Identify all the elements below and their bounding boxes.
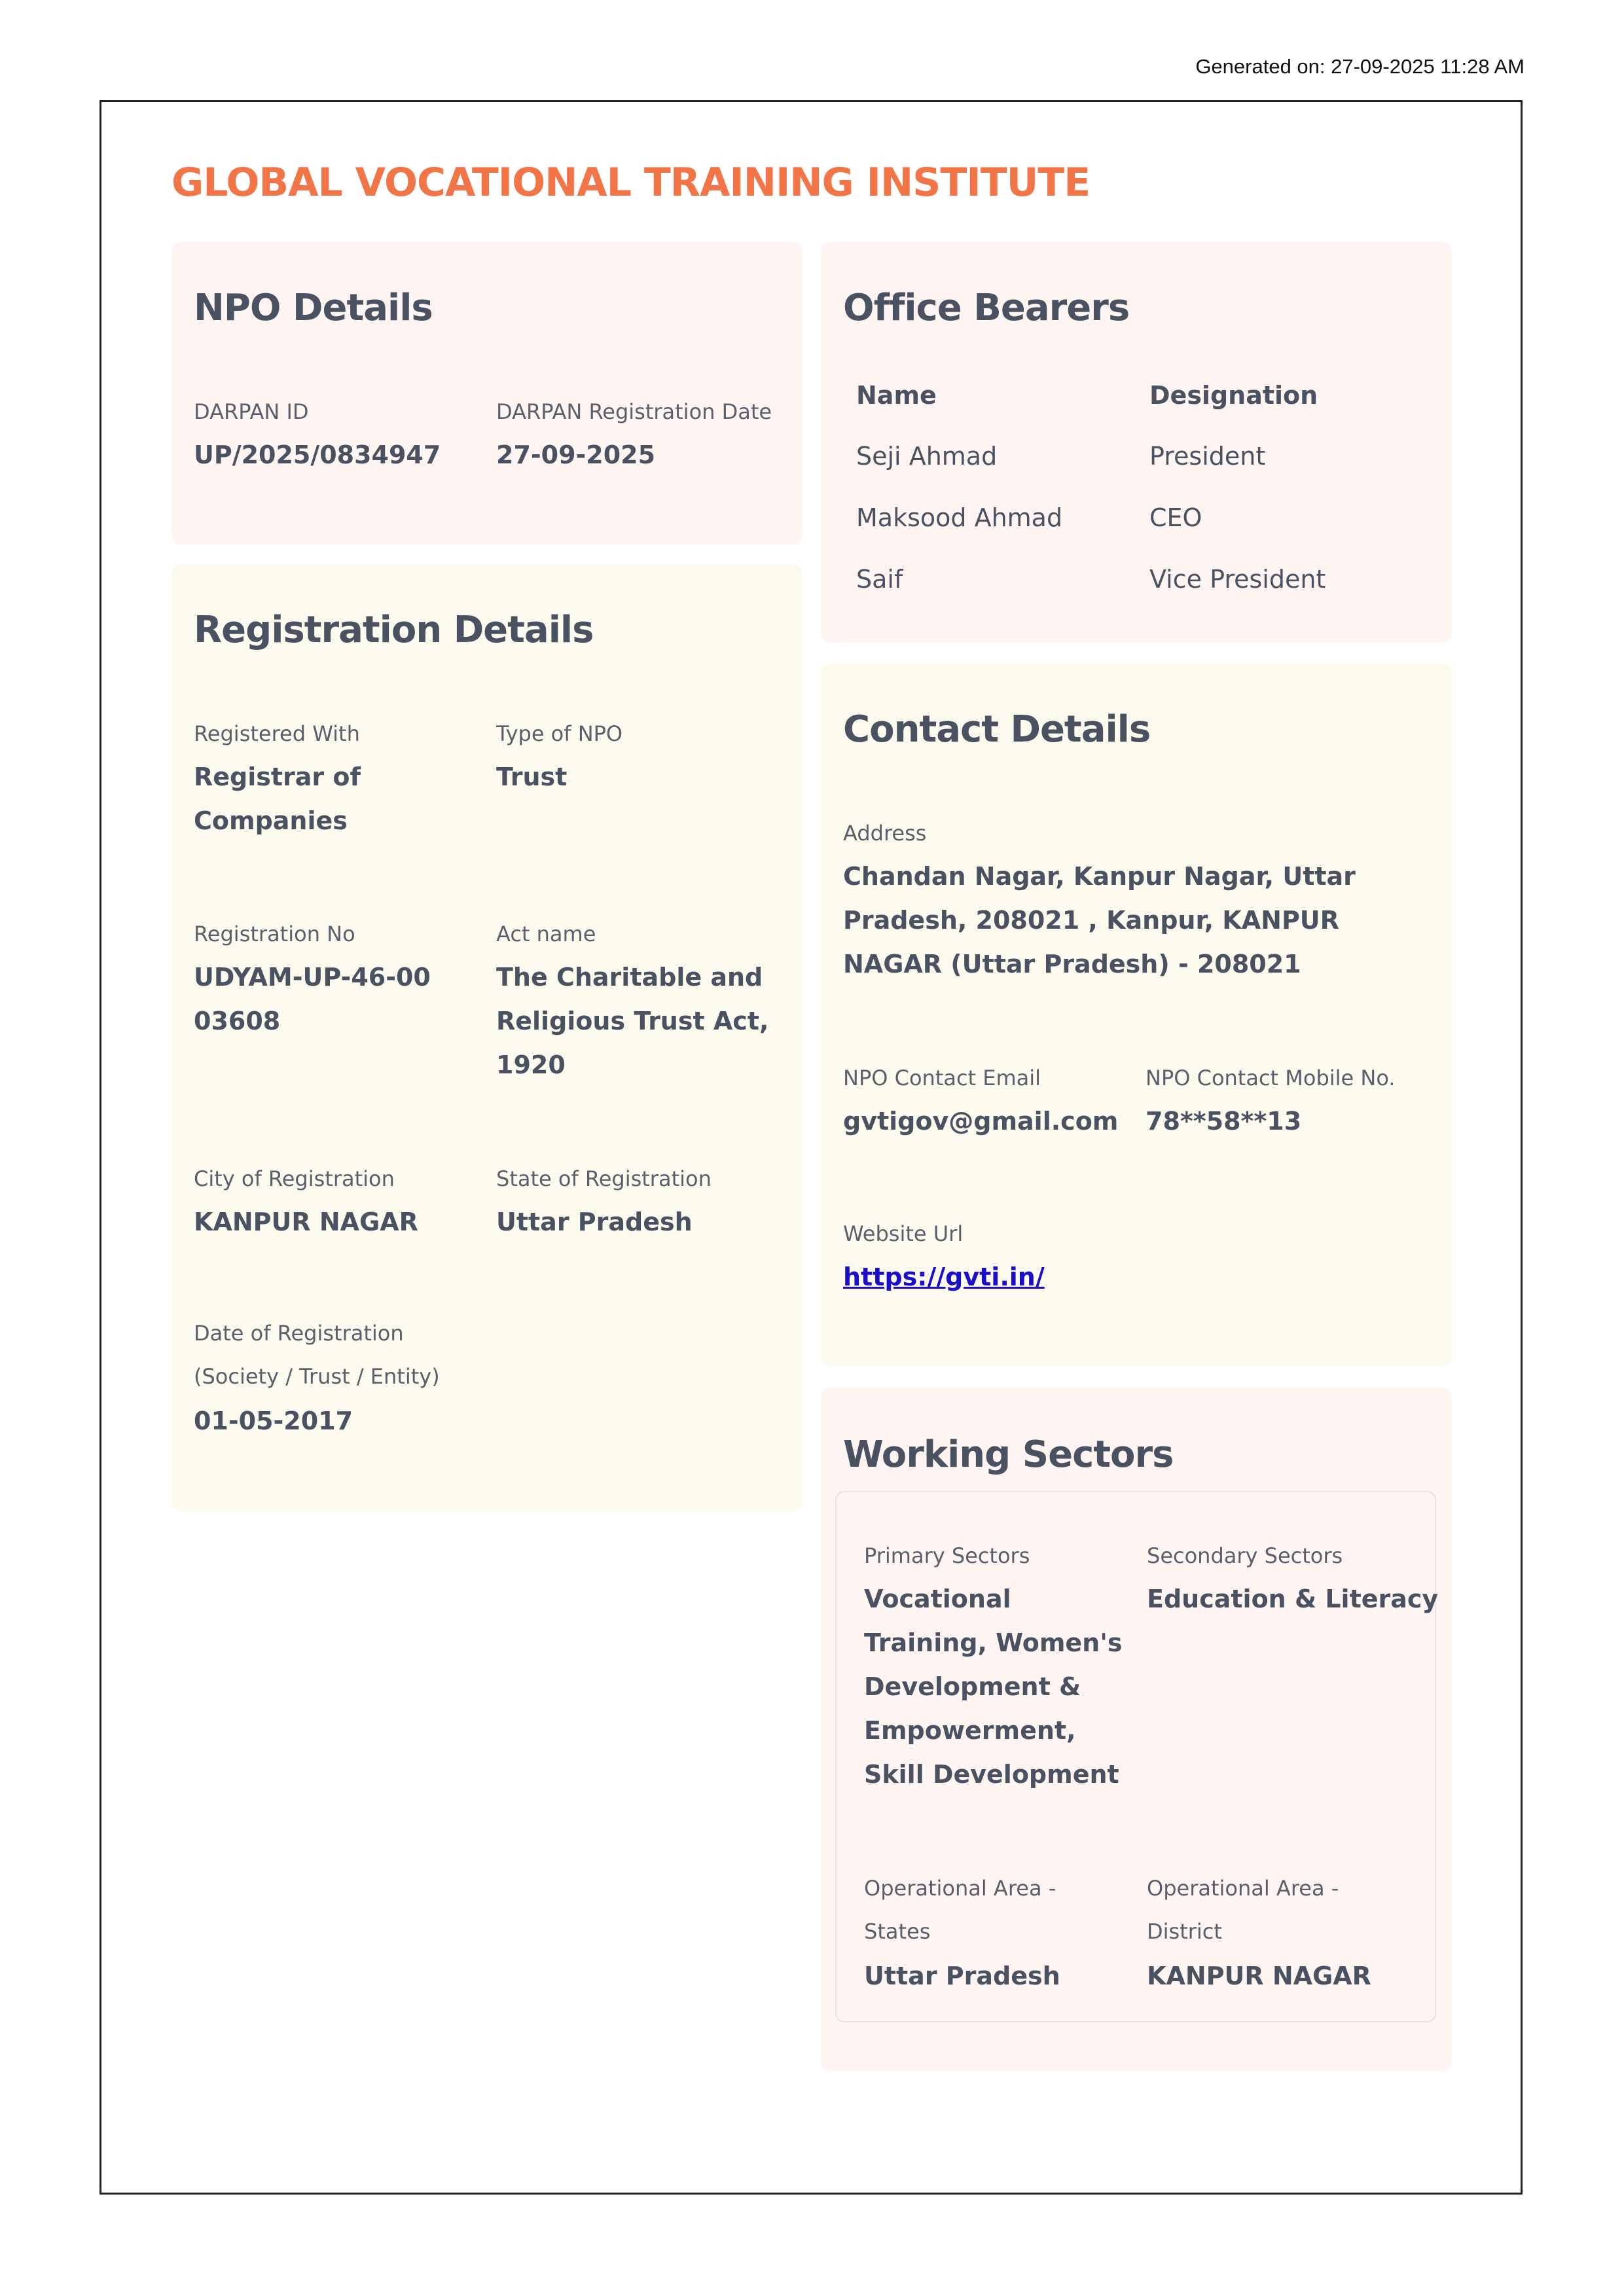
date-of-registration-value: 01-05-2017 — [194, 1407, 353, 1435]
contact-email-label: NPO Contact Email — [843, 1066, 1041, 1090]
website-label: Website Url — [843, 1221, 964, 1246]
office-bearers-title: Office Bearers — [843, 287, 1130, 329]
working-sectors-card — [821, 1388, 1452, 2071]
type-of-npo-label: Type of NPO — [496, 721, 623, 746]
primary-sectors-label: Primary Sectors — [864, 1543, 1030, 1568]
secondary-sectors-label: Secondary Sectors — [1147, 1543, 1343, 1568]
operational-district-label: Operational Area - District — [1147, 1876, 1339, 1944]
bearer-designation: President — [1149, 442, 1266, 471]
registration-no-value: UDYAM-UP-46-0003608 — [194, 963, 431, 1035]
darpan-id-value: UP/2025/0834947 — [194, 440, 441, 469]
npo-details-title: NPO Details — [194, 287, 433, 329]
darpan-date-label: DARPAN Registration Date — [496, 399, 772, 424]
contact-details-title: Contact Details — [843, 708, 1151, 751]
website-link[interactable]: https://gvti.in/ — [843, 1263, 1045, 1291]
bearers-header-name: Name — [856, 381, 937, 410]
bearer-designation: CEO — [1149, 503, 1202, 532]
registered-with-label: Registered With — [194, 721, 360, 746]
bearer-name: Saif — [856, 565, 903, 594]
contact-details-card — [821, 664, 1452, 1367]
bearer-name: Seji Ahmad — [856, 442, 998, 471]
contact-mobile-value: 78**58**13 — [1146, 1107, 1302, 1136]
bearer-designation: Vice President — [1149, 565, 1326, 594]
secondary-sectors-value: Education & Literacy — [1147, 1585, 1439, 1613]
registration-details-card — [171, 564, 803, 1512]
bearer-name: Maksood Ahmad — [856, 503, 1063, 532]
working-sectors-title: Working Sectors — [843, 1433, 1174, 1476]
registered-with-value: Registrar of Companies — [194, 762, 361, 835]
sectors-inner-box — [835, 1491, 1439, 2022]
city-of-registration-label: City of Registration — [194, 1166, 395, 1191]
act-name-value: The Charitable and Religious Trust Act, 1920 — [496, 963, 769, 1079]
organization-name: GLOBAL VOCATIONAL TRAINING INSTITUTE — [171, 160, 1091, 206]
office-bearers-card — [821, 242, 1452, 643]
generated-timestamp: Generated on: 27-09-2025 11:28 AM — [1195, 55, 1525, 78]
contact-mobile-label: NPO Contact Mobile No. — [1146, 1066, 1396, 1090]
darpan-id-label: DARPAN ID — [194, 399, 309, 424]
state-of-registration-label: State of Registration — [496, 1166, 712, 1191]
npo-details-card — [171, 242, 803, 545]
operational-district-value: KANPUR NAGAR — [1147, 1962, 1371, 1990]
address-label: Address — [843, 821, 927, 846]
act-name-label: Act name — [496, 922, 596, 946]
registration-details-title: Registration Details — [194, 609, 594, 651]
bearers-header-designation: Designation — [1149, 381, 1318, 410]
contact-email-value: gvtigov@gmail.com — [843, 1107, 1119, 1136]
primary-sectors-value: Vocational Training, Women's Development & Empowerment, Skill Development — [864, 1585, 1123, 1789]
city-of-registration-value: KANPUR NAGAR — [194, 1208, 418, 1236]
address-value: Chandan Nagar, Kanpur Nagar, Uttar Pradesh, 208021 , Kanpur, KANPUR NAGAR (Uttar Pradesh) - 208021 — [843, 862, 1356, 978]
darpan-date-value: 27-09-2025 — [496, 440, 656, 469]
type-of-npo-value: Trust — [496, 762, 568, 791]
registration-no-label: Registration No — [194, 922, 355, 946]
date-of-registration-label: Date of Registration (Society / Trust / Entity) — [194, 1321, 440, 1389]
state-of-registration-value: Uttar Pradesh — [496, 1208, 693, 1236]
operational-states-label: Operational Area - States — [864, 1876, 1056, 1944]
operational-states-value: Uttar Pradesh — [864, 1962, 1060, 1990]
